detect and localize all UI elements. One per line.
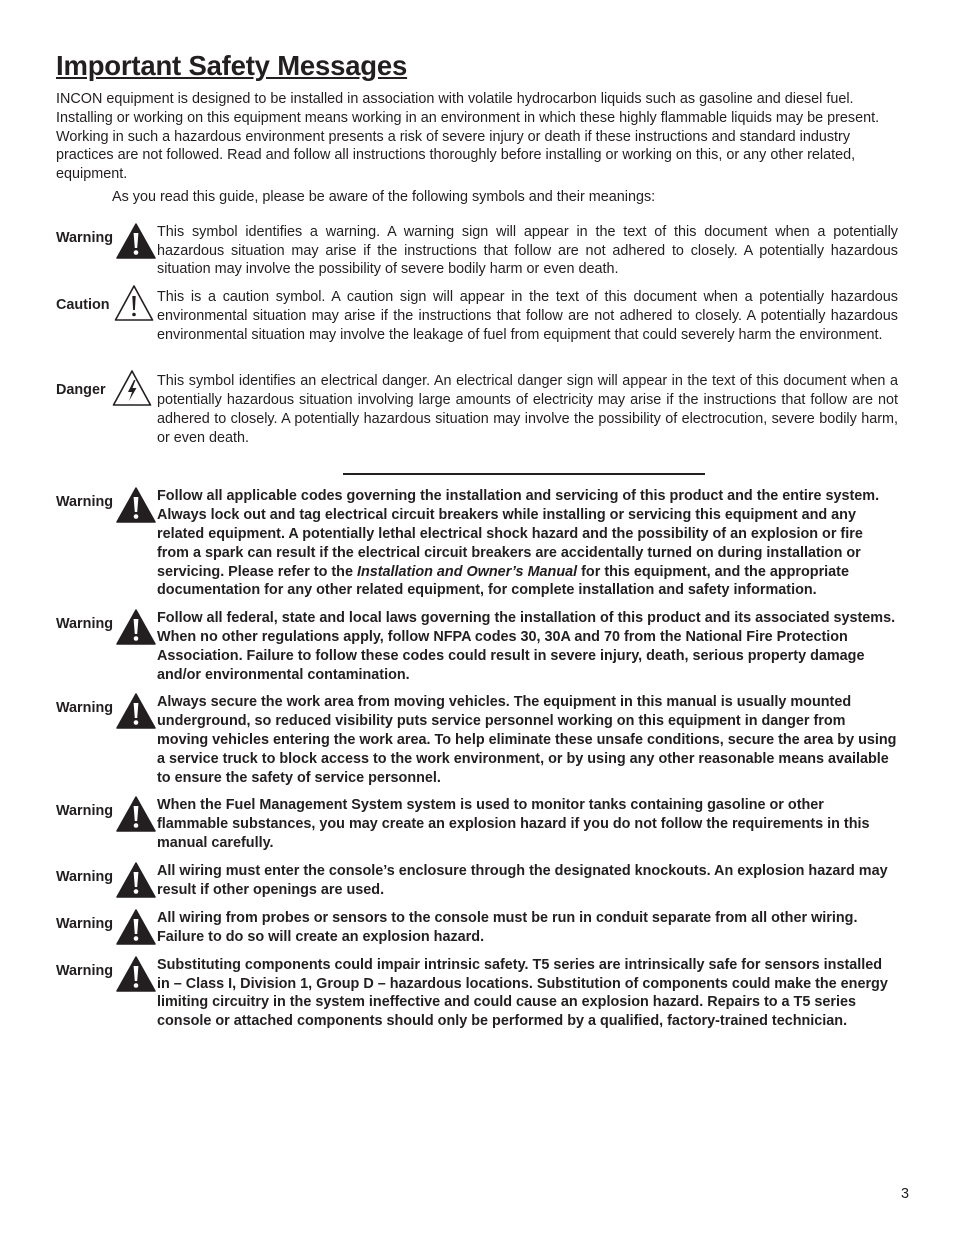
warning-icon xyxy=(116,956,156,992)
warning-label: Warning xyxy=(56,616,114,633)
warning-item-3 xyxy=(56,693,898,787)
warning-label: Warning xyxy=(56,700,114,717)
section-divider xyxy=(343,473,705,475)
warning-icon xyxy=(116,909,156,945)
warning-text-6: All wiring from probes or sensors to the console must be run in conduit separate from all other wiring. Failure to do so will create an explosion hazard. xyxy=(157,909,858,945)
warning-label: Warning xyxy=(56,962,114,979)
warning-item-2 xyxy=(56,609,898,684)
warning-text-3: Always secure the work area from moving vehicles. The equipment in this manual is usually mounted underground, so reduced visibility puts service personnel working on this equipment in danger from moving vehicles entering the work area. To help eliminate these unsafe conditions, secure the area by using a service truck to block access to the work environment, or by using any other reasonable means available to ensure the safety of service personnel. xyxy=(157,694,897,786)
warning-icon xyxy=(116,796,156,832)
warning-label: Warning xyxy=(56,868,114,885)
warning-item-5 xyxy=(56,862,898,900)
warning-icon xyxy=(116,693,156,729)
page-title: Important Safety Messages xyxy=(56,50,408,81)
warning-item-4 xyxy=(56,796,898,852)
danger-label: Danger xyxy=(56,382,106,399)
warning-icon xyxy=(116,487,156,523)
warning-text-4: When the Fuel Management System system is used to monitor tanks containing gasoline or other flammable substances, you may create an explosion hazard if you do not follow the requirements in this manual carefully. xyxy=(157,797,870,851)
legend-danger xyxy=(56,372,898,447)
legend-caution xyxy=(56,288,898,363)
warning-text-7: Substituting components could impair intrinsic safety. T5 series are intrinsically safe for sensors installed in – Class I, Division 1, Group D – hazardous locations. Substitution of components could make the energy limiting circuitry in the system ineffective and could cause an explosion hazard. Repairs to a T5 series console or attached components should only be performed by a qualified, factory-trained technician. xyxy=(157,956,888,1030)
warning-icon xyxy=(116,223,156,259)
page-body xyxy=(56,50,898,1031)
warning-text-5: All wiring must enter the console’s enclosure through the designated knockouts. An explosion hazard may result if other openings are used. xyxy=(157,862,888,898)
warning-label: Warning xyxy=(56,229,114,246)
electrical-danger-icon xyxy=(112,369,152,407)
warning-symbol-description: This symbol identifies a warning. A warning sign will appear in the text of this document when a potentially hazardous situation may arise if the instructions that follow are not adhered to closely. A potentially hazardous situation may involve the possibility of severe bodily harm or even death. xyxy=(157,223,898,278)
warning-label: Warning xyxy=(56,915,114,932)
warning-text-2: Follow all federal, state and local laws governing the installation of this product and its associated systems. When no other regulations apply, follow NFPA codes 30, 30A and 70 from the National Fire Protection Association. Failure to follow these codes could result in severe injury, death, serious property damage and/or environmental contamination. xyxy=(157,610,896,683)
warning-icon xyxy=(116,609,156,645)
warning-icon xyxy=(116,862,156,898)
caution-label: Caution xyxy=(56,297,110,314)
warning-item-7 xyxy=(56,956,898,1031)
warning-item-6 xyxy=(56,909,898,947)
symbols-intro: As you read this guide, please be aware of the following symbols and their meanings: xyxy=(112,188,656,205)
caution-symbol-description: This is a caution symbol. A caution sign will appear in the text of this document when a potentially hazardous environmental situation may arise if the instructions that follow are not adhered to closely. A potentially hazardous environmental situation may involve the leakage of fuel from equipment that could severely harm the environment. xyxy=(157,289,898,343)
legend-warning xyxy=(56,223,898,279)
warning-label: Warning xyxy=(56,803,114,820)
intro-paragraph: INCON equipment is designed to be installed in association with volatile hydrocarbon liquids such as gasoline and diesel fuel. Installing or working on this equipment means working in an environment in which these highly flammable liquids may be present. Working in such a hazardous environment presents a risk of severe injury or death if these instructions and standard industry practices are not followed. Read and follow all instructions thoroughly before installing or working on this, or any other related, equipment. xyxy=(56,91,880,183)
warning-text-1: Follow all applicable codes governing the installation and servicing of this product and the entire system. Always lock out and tag electrical circuit breakers while installing or servicing this equipment and any related equipment. A potentially lethal electrical shock hazard and the possibility of an explosion or fire from a spark can result if the electrical circuit breakers are accidentally turned on during installation or servicing. Please refer to the Installation and Owner’s Manual for this equipment, and the appropriate documentation for any other related equipment, for complete installation and safety information. xyxy=(157,488,880,599)
danger-symbol-description: This symbol identifies an electrical danger. An electrical danger sign will appear in the text of this document when a potentially hazardous situation involving large amounts of electricity may arise if the instructions that follow are not adhered to closely. A potentially hazardous situation may involve the possibility of electrocution, severe bodily harm, or even death. xyxy=(157,373,898,446)
warning-label: Warning xyxy=(56,494,114,511)
caution-icon xyxy=(114,284,154,322)
warning-item-1 xyxy=(56,487,898,600)
page-number: 3 xyxy=(901,1186,910,1202)
